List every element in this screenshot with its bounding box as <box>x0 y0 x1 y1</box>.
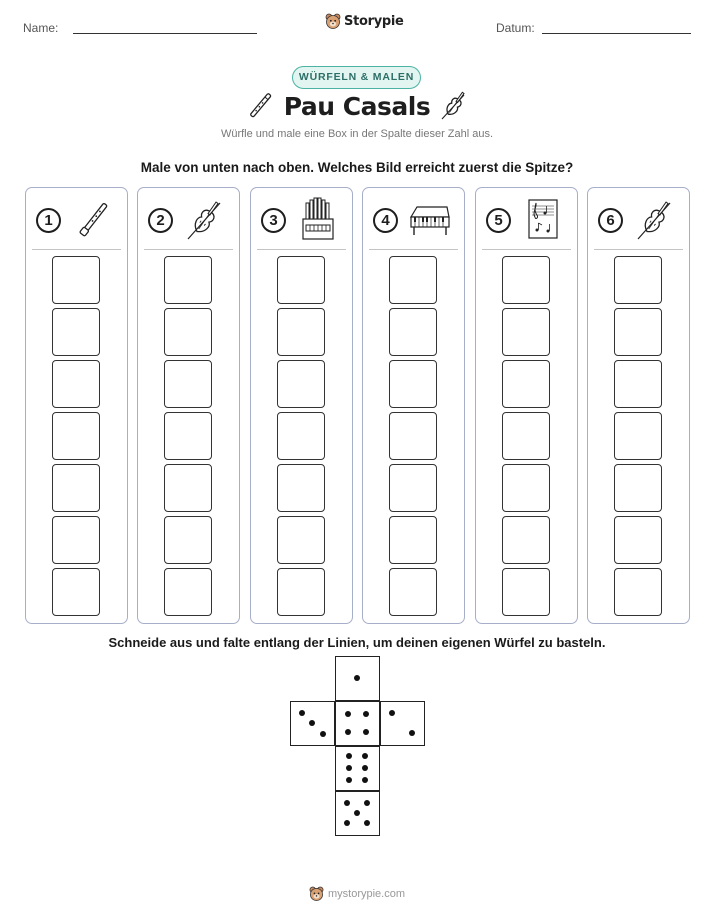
coloring-box[interactable] <box>164 308 212 356</box>
coloring-box[interactable] <box>277 464 325 512</box>
column-number: 3 <box>261 208 286 233</box>
bear-icon <box>325 13 341 30</box>
coloring-box[interactable] <box>277 412 325 460</box>
logo-text: Storypie <box>344 14 404 29</box>
column-number: 6 <box>598 208 623 233</box>
die-pip <box>354 810 360 816</box>
coloring-box[interactable] <box>277 516 325 564</box>
coloring-box[interactable] <box>389 308 437 356</box>
die-pip <box>362 777 368 783</box>
die-pip <box>389 710 395 716</box>
date-label: Datum: <box>496 21 535 35</box>
die-pip <box>320 731 326 737</box>
column-number: 5 <box>486 208 511 233</box>
coloring-box[interactable] <box>389 256 437 304</box>
name-label: Name: <box>23 21 59 35</box>
coloring-box[interactable] <box>389 360 437 408</box>
coloring-box[interactable] <box>277 360 325 408</box>
coloring-box[interactable] <box>164 516 212 564</box>
column-divider <box>369 249 458 250</box>
organ-icon <box>295 197 341 243</box>
column-4 <box>362 187 465 624</box>
die-pip <box>346 753 352 759</box>
coloring-box[interactable] <box>52 568 100 616</box>
column-1 <box>25 187 128 624</box>
coloring-box[interactable] <box>164 412 212 460</box>
coloring-box[interactable] <box>502 360 550 408</box>
die-pip <box>363 729 369 735</box>
die-pip <box>354 675 360 681</box>
die-pip <box>364 820 370 826</box>
coloring-box[interactable] <box>614 412 662 460</box>
coloring-box[interactable] <box>614 308 662 356</box>
coloring-box[interactable] <box>164 360 212 408</box>
flute-icon <box>70 197 116 243</box>
die-face-lower <box>335 746 380 791</box>
coloring-box[interactable] <box>52 256 100 304</box>
column-5 <box>475 187 578 624</box>
die-pip <box>364 800 370 806</box>
coloring-box[interactable] <box>389 412 437 460</box>
column-3 <box>250 187 353 624</box>
die-pip <box>299 710 305 716</box>
die-pip <box>346 765 352 771</box>
die-pip <box>363 711 369 717</box>
activity-badge: WÜRFELN & MALEN <box>292 66 421 89</box>
coloring-box[interactable] <box>614 360 662 408</box>
die-pip <box>345 711 351 717</box>
violin-icon <box>438 89 470 123</box>
coloring-box[interactable] <box>614 464 662 512</box>
game-instruction: Male von unten nach oben. Welches Bild erreicht zuerst die Spitze? <box>140 160 574 175</box>
die-pip <box>362 753 368 759</box>
coloring-box[interactable] <box>614 568 662 616</box>
die-face-bottom <box>335 791 380 836</box>
column-divider <box>257 249 346 250</box>
coloring-box[interactable] <box>277 568 325 616</box>
violin-icon <box>632 197 678 243</box>
column-6 <box>587 187 690 624</box>
column-divider <box>594 249 683 250</box>
die-pip <box>346 777 352 783</box>
coloring-box[interactable] <box>389 464 437 512</box>
name-line[interactable] <box>73 33 257 34</box>
coloring-box[interactable] <box>502 412 550 460</box>
coloring-box[interactable] <box>614 256 662 304</box>
piano-icon <box>407 197 453 243</box>
coloring-box[interactable] <box>52 516 100 564</box>
footer <box>309 886 405 902</box>
sheet-music-icon <box>520 197 566 243</box>
coloring-box[interactable] <box>52 308 100 356</box>
coloring-box[interactable] <box>502 308 550 356</box>
column-number: 4 <box>373 208 398 233</box>
coloring-box[interactable] <box>614 516 662 564</box>
die-face-left <box>290 701 335 746</box>
column-divider <box>482 249 571 250</box>
coloring-box[interactable] <box>389 516 437 564</box>
coloring-box[interactable] <box>52 464 100 512</box>
column-number: 1 <box>36 208 61 233</box>
coloring-box[interactable] <box>52 360 100 408</box>
coloring-box[interactable] <box>502 516 550 564</box>
column-divider <box>32 249 121 250</box>
coloring-box[interactable] <box>277 256 325 304</box>
cut-instruction: Schneide aus und falte entlang der Linien, um deinen eigenen Würfel zu basteln. <box>108 635 606 650</box>
die-pip <box>344 800 350 806</box>
coloring-box[interactable] <box>502 464 550 512</box>
column-number: 2 <box>148 208 173 233</box>
die-face-center <box>335 701 380 746</box>
subtitle: Würfle und male eine Box in der Spalte dieser Zahl aus. <box>220 128 494 140</box>
column-divider <box>144 249 233 250</box>
die-pip <box>362 765 368 771</box>
die-pip <box>344 820 350 826</box>
page-title: Pau Casals <box>283 92 431 121</box>
coloring-box[interactable] <box>502 568 550 616</box>
die-pip <box>409 730 415 736</box>
footer-url: mystorypie.com <box>328 888 406 900</box>
coloring-box[interactable] <box>277 308 325 356</box>
column-2 <box>137 187 240 624</box>
coloring-box[interactable] <box>164 256 212 304</box>
coloring-box[interactable] <box>502 256 550 304</box>
coloring-box[interactable] <box>164 464 212 512</box>
die-face-top <box>335 656 380 701</box>
coloring-box[interactable] <box>52 412 100 460</box>
die-pip <box>345 729 351 735</box>
coloring-box[interactable] <box>389 568 437 616</box>
bear-icon <box>309 886 324 902</box>
coloring-box[interactable] <box>164 568 212 616</box>
die-face-right <box>380 701 425 746</box>
logo <box>325 13 404 30</box>
die-pip <box>309 720 315 726</box>
date-line[interactable] <box>542 33 691 34</box>
violin-icon <box>182 197 228 243</box>
